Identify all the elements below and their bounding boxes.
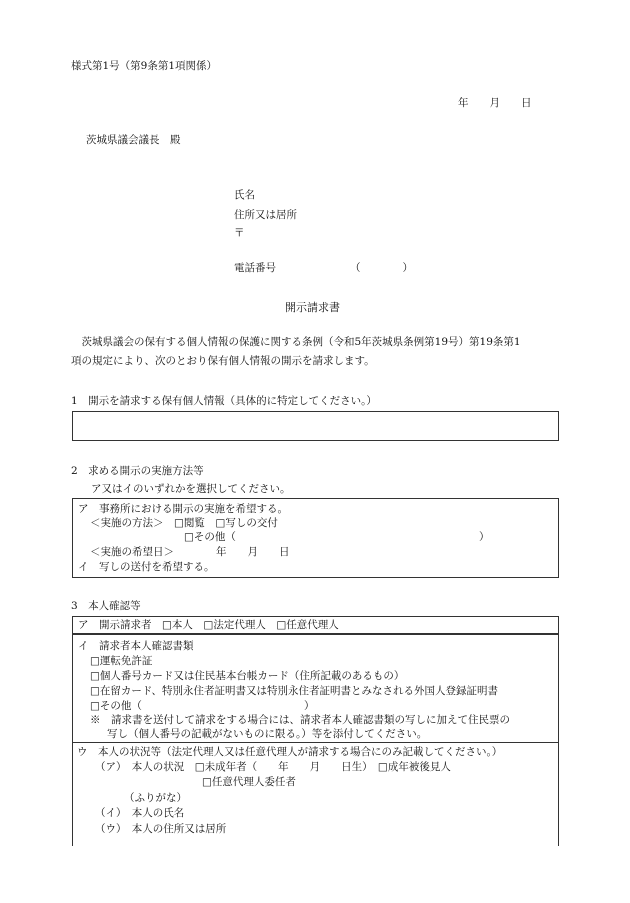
section2-method-other[interactable]: □その他（ <box>184 531 236 543</box>
id-doc-my-number-card[interactable]: □個人番号カード又は住民基本台帳カード（住所記載のあるもの） <box>90 670 405 682</box>
name-label: 氏名 <box>234 189 255 201</box>
form-label: 様式第1号（第9条第1項関係） <box>71 60 218 72</box>
intro-line-2: 項の規定により、次のとおり保有個人情報の開示を請求します。 <box>71 355 375 367</box>
phone-label: 電話番号 <box>234 262 276 274</box>
section1-input-box[interactable] <box>72 411 559 441</box>
postal-mark: 〒 <box>234 227 245 239</box>
principal-name: （イ） 本人の氏名 <box>95 807 185 819</box>
section3-row-i-box <box>72 634 559 743</box>
section3-row-u-left-border <box>72 743 73 846</box>
principal-address: （ウ） 本人の住所又は居所 <box>95 823 227 835</box>
section3-requester-type[interactable]: ア 開示請求者 □本人 □法定代理人 □任意代理人 <box>78 619 339 631</box>
principal-status[interactable]: （ア） 本人の状況 □未成年者（ 年 月 日生） □成年被後見人 <box>95 761 451 773</box>
section1-heading: 1 開示を請求する保有個人情報（具体的に特定してください。） <box>71 395 377 407</box>
section2-method-other-close: ） <box>479 531 490 543</box>
address-label: 住所又は居所 <box>234 209 297 221</box>
phone-parens: （ ） <box>350 262 413 274</box>
addressee: 茨城県議会議長 殿 <box>86 134 181 146</box>
section2-method[interactable]: ＜実施の方法＞ □閲覧 □写しの交付 <box>90 517 278 529</box>
section2-note: ア又はイのいずれかを選択してください。 <box>91 483 291 495</box>
intro-line-1: 茨城県議会の保有する個人情報の保護に関する条例（令和5年茨城県条例第19号）第19条第1 <box>71 336 521 348</box>
id-doc-other[interactable]: □その他（ <box>90 700 142 712</box>
section2-option-i[interactable]: イ 写しの送付を希望する。 <box>78 561 215 573</box>
id-doc-residence-card[interactable]: □在留カード、特別永住者証明書又は特別永住者証明書とみなされる外国人登録証明書 <box>90 685 498 697</box>
section2-option-a[interactable]: ア 事務所における開示の実施を希望する。 <box>78 503 288 515</box>
section3-id-docs-title: イ 請求者本人確認書類 <box>78 640 194 652</box>
section2-box <box>72 498 559 578</box>
section3-row-u-right-border <box>558 743 559 846</box>
id-docs-note-2: 写し（個人番号の記載がないものに限る。）等を添付してください。 <box>107 728 428 740</box>
section3-row-a-box <box>72 616 559 634</box>
id-docs-note-1: ※ 請求書を送付して請求をする場合には、請求者本人確認書類の写しに加えて住民票の <box>90 714 510 726</box>
section2-desired-date[interactable]: ＜実施の希望日＞ 年 月 日 <box>90 546 290 558</box>
section3-heading: 3 本人確認等 <box>71 600 141 612</box>
section3-row-u-title: ウ 本人の状況等（法定代理人又は任意代理人が請求する場合にのみ記載してください。） <box>77 746 503 758</box>
document-title: 開示請求書 <box>285 301 340 314</box>
id-doc-drivers-license[interactable]: □運転免許証 <box>90 655 153 667</box>
principal-status-proxy[interactable]: □任意代理人委任者 <box>202 776 296 788</box>
section2-heading: 2 求める開示の実施方法等 <box>71 465 204 477</box>
principal-furigana: （ふりがな） <box>124 792 187 804</box>
date-line: 年 月 日 <box>458 97 532 109</box>
id-doc-other-close: ） <box>304 700 315 712</box>
